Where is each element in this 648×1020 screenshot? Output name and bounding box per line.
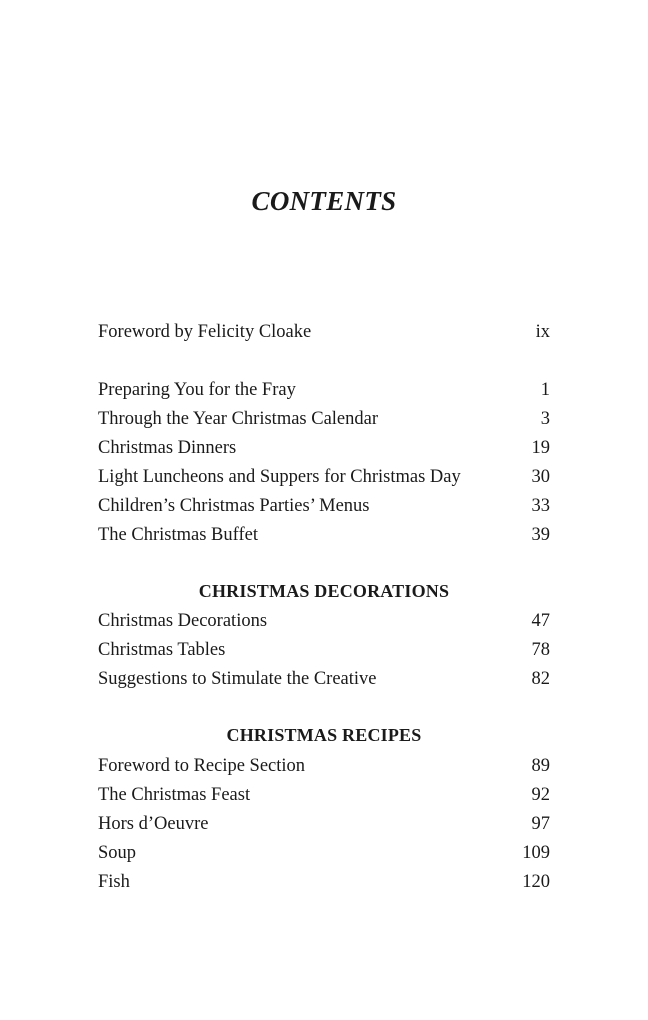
toc-entry[interactable] [98, 318, 550, 347]
toc-block-main [98, 376, 550, 550]
toc-entry[interactable] [98, 376, 550, 405]
toc-entry-page: 82 [531, 669, 550, 689]
toc-entry-page: 97 [531, 814, 550, 834]
toc-entry-label: Hors d’Oeuvre [98, 814, 209, 834]
toc-entry[interactable] [98, 752, 550, 781]
toc-entry-label: Soup [98, 843, 137, 863]
toc-entry-page: 89 [531, 756, 550, 776]
toc-entry-page: 1 [540, 380, 550, 400]
toc-entry-page: 33 [531, 496, 550, 516]
toc-entry-label: Foreword to Recipe Section [98, 756, 306, 776]
toc-block-foreword [98, 318, 550, 347]
toc-entry[interactable] [98, 810, 550, 839]
toc-entry-label: Suggestions to Stimulate the Creative [98, 669, 377, 689]
toc-entry[interactable] [98, 492, 550, 521]
toc-entry[interactable] [98, 463, 550, 492]
toc-entry[interactable] [98, 665, 550, 694]
toc-entry-label: Children’s Christmas Parties’ Menus [98, 496, 370, 516]
toc-entry-label: Through the Year Christmas Calendar [98, 409, 379, 429]
toc-entry[interactable] [98, 405, 550, 434]
toc-entry-page: 109 [522, 843, 550, 863]
toc-entry-label: Christmas Decorations [98, 611, 268, 631]
toc-entry-label: The Christmas Buffet [98, 525, 258, 545]
toc-entry-page: 3 [540, 409, 550, 429]
section-heading-decorations: CHRISTMAS DECORATIONS [198, 581, 450, 601]
page-title: CONTENTS [251, 186, 397, 216]
toc-entry-label: Fish [98, 872, 130, 892]
toc-entry-label: Christmas Tables [98, 640, 226, 660]
toc-entry[interactable] [98, 781, 550, 810]
toc-entry-label: Preparing You for the Fray [98, 380, 296, 400]
toc-entry[interactable] [98, 839, 550, 868]
toc-entry-page: 120 [522, 872, 550, 892]
toc-entry-page: 39 [531, 525, 550, 545]
section-heading-recipes: CHRISTMAS RECIPES [226, 725, 422, 745]
toc-entry-page: 19 [531, 438, 550, 458]
toc-block-recipes [98, 752, 550, 897]
toc-entry-label: Foreword by Felicity Cloake [98, 322, 312, 342]
toc-entry-page: 92 [531, 785, 550, 805]
toc-block-decorations [98, 607, 550, 694]
toc-entry-page: ix [535, 322, 550, 342]
toc-entry[interactable] [98, 434, 550, 463]
toc-entry[interactable] [98, 636, 550, 665]
toc-entry[interactable] [98, 521, 550, 550]
toc-entry[interactable] [98, 868, 550, 897]
toc-entry-label: Christmas Dinners [98, 438, 237, 458]
toc-entry-page: 47 [531, 611, 550, 631]
toc-entry-label: Light Luncheons and Suppers for Christmas Day [98, 467, 461, 487]
toc-entry-page: 78 [531, 640, 550, 660]
toc-entry-label: The Christmas Feast [98, 785, 251, 805]
toc-entry-page: 30 [531, 467, 550, 487]
toc-entry[interactable] [98, 607, 550, 636]
